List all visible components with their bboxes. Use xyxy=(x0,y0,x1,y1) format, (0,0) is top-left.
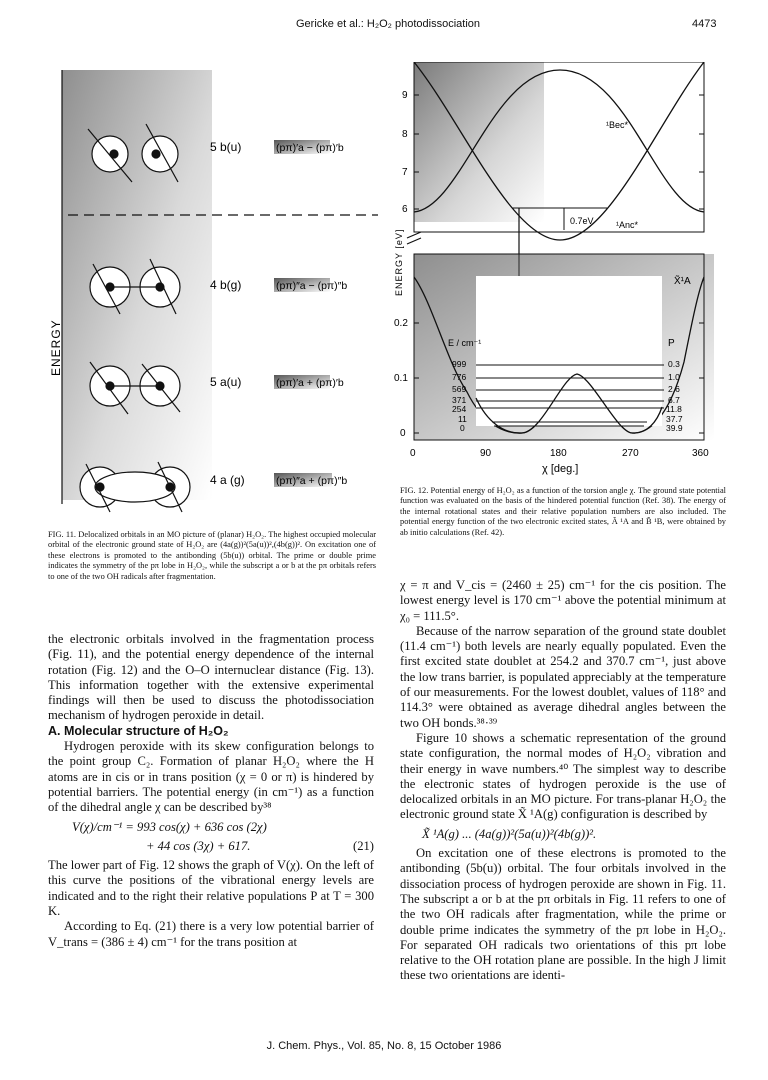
tick-label: 180 xyxy=(550,448,567,459)
level-label: 569 xyxy=(452,384,467,394)
paragraph: According to Eq. (21) there is a very low potential barrier of V_trans = (386 ± 4) cm⁻¹ for the trans position at xyxy=(48,919,374,949)
x-ticks xyxy=(410,448,709,459)
paragraph: Hydrogen peroxide with its skew configuration belongs to the point group C₂. Formation of planar H₂O₂ where the H atoms are in cis or in trans position (χ = 0 or π) is hindered by potential barriers. The potential energy (in cm⁻¹) as a function of the dihedral angle χ can be described by³⁸ xyxy=(48,739,374,815)
population-value: 2.6 xyxy=(668,384,680,394)
orbital-formula: (pπ)″a + (pπ)″b xyxy=(276,475,348,487)
level-label: 371 xyxy=(452,395,467,405)
upper-y-ticks xyxy=(402,90,408,215)
population-label: P xyxy=(668,338,675,349)
tick-label: 9 xyxy=(402,90,408,101)
population-value: 11.8 xyxy=(666,404,682,414)
tick-label: 0.2 xyxy=(394,318,408,329)
running-title: Gericke et al.: H₂O₂ photodissociation xyxy=(296,18,481,30)
population-value: 0.3 xyxy=(668,359,680,369)
orbital-name: 4 b(g) xyxy=(210,278,242,292)
orbital-formula: (pπ)′a + (pπ)′b xyxy=(276,377,344,389)
population-value: 37.7 xyxy=(666,414,683,424)
section-heading: A. Molecular structure of H₂O₂ xyxy=(48,723,229,738)
energy-unit-label: E / cm⁻¹ xyxy=(448,338,482,348)
tick-label: 90 xyxy=(480,448,492,459)
tick-label: 360 xyxy=(692,448,709,459)
tick-label: 0 xyxy=(410,448,416,459)
axis-break-mark xyxy=(407,232,421,244)
population-value: 1.0 xyxy=(668,372,680,382)
equation-line: V(χ)/cm⁻¹ = 993 cos(χ) + 636 cos (2χ) xyxy=(72,819,267,834)
orbital-formula: (pπ)″a − (pπ)″b xyxy=(276,280,348,292)
level-label: 11 xyxy=(458,414,467,424)
level-label: 0 xyxy=(460,423,465,433)
level-label: 776 xyxy=(452,372,467,382)
page-number: 4473 xyxy=(692,18,717,30)
equation-row xyxy=(48,839,374,854)
population-value: 39.9 xyxy=(666,423,683,433)
x-axis-label: χ [deg.] xyxy=(542,463,579,475)
paragraph: the electronic orbitals involved in the fragmentation process (Fig. 11), and the potential energy dependence of the internal rotation (Fig. 12) and the O–O internuclear distance (Fig. 13). This information together with the extensive experimental findings will then be used to discuss the photodissociation mechanism of hydrogen peroxide in detail. xyxy=(48,632,374,723)
paragraph: χ = π and V_cis = (2460 ± 25) cm⁻¹ for the cis position. The lowest energy level is 170 cm⁻¹ above the potential minimum at χ₀ = 111.5°. xyxy=(400,578,726,623)
population-value: 6.7 xyxy=(668,395,680,405)
tick-label: 6 xyxy=(402,204,408,215)
tick-label: 8 xyxy=(402,129,408,140)
y-axis-label: ENERGY [eV] xyxy=(394,228,404,296)
paragraph: Figure 10 shows a schematic representation of the ground state configuration, the normal modes of H₂O₂ vibration and their energy in wave numbers.⁴⁰ The simplest way to describe the electronic states of hydrogen peroxide is the use of delocalized orbitals in an MO picture. For trans-planar H₂O₂ the electronic ground state X̃ ¹A(g) configuration is described by xyxy=(400,730,726,822)
figure-12-caption: FIG. 12. Potential energy of H₂O₂ as a function of the torsion angle χ. The ground state potential function was evaluated on the basis of the hindered potential function (Ref. 38). The energy of the internal rotational states and their relative population numbers are also included. The potential energy function of the two electronic excited states, Ã ¹A and B̃ ¹B, were obtained by ab initio calculations (Ref. 42). xyxy=(400,486,726,537)
journal-footer: J. Chem. Phys., Vol. 85, No. 8, 15 October 1986 xyxy=(266,1040,502,1052)
tick-label: 270 xyxy=(622,448,639,459)
orbital-formula: (pπ)′a − (pπ)′b xyxy=(276,142,344,154)
orbital-name: 4 a (g) xyxy=(210,473,245,487)
orbital-name: 5 b(u) xyxy=(210,140,242,154)
tick-label: 0 xyxy=(400,428,406,439)
paragraph: On excitation one of these electrons is promoted to the antibonding (5b(u)) orbital. The four orbitals involved in the dissociation process of hydrogen peroxide are shown in Fig. 11. The subscript a or b at the pπ orbitals in Fig. 11 refers to one of the two OH radicals after fragmentation, while the prime or double prime indicates the symmetry of the pπ lobe in H₂O₂. For separated OH radicals two orientations of this pπ lobe relative to the OH rotation plane are possible. In the high J limit these two orientations are identi- xyxy=(400,846,726,983)
lower-y-ticks xyxy=(394,318,408,439)
left-column xyxy=(48,632,374,950)
level-label: 254 xyxy=(452,404,467,414)
figure-11 xyxy=(48,64,388,524)
figure-11-caption: FIG. 11. Delocalized orbitals in an MO picture of (planar) H₂O₂. The highest occupied molecular orbital of the electronic ground state of H₂O₂ are (4a(g))²(5a(u))²,(4b(g))². On excitation one of these electrons is promoted to the antibonding (5b(u)) orbital. The prime or double prime indicates the symmetry of the pπ lobe in H₂O₂, while the subscript a or b at the pπ orbitals refers to one of the two OH radicals after fragmentation. xyxy=(48,530,376,581)
upper-panel-shade xyxy=(414,62,544,222)
levels-box-bg xyxy=(476,276,662,426)
state-b-label: ¹Bec* xyxy=(606,120,629,130)
equation-line: + 44 cos (3χ) + 617. xyxy=(146,838,251,853)
right-column xyxy=(400,578,726,984)
tick-label: 7 xyxy=(402,167,408,178)
paragraph: The lower part of Fig. 12 shows the graph of V(χ). On the left of this curve the positions of the vibrational energy levels are indicated and to the right their relative populations P at T = 300 K. xyxy=(48,858,374,919)
configuration-line: X̃ ¹A(g) ... (4a(g))²(5a(u))²(4b(g))². xyxy=(422,826,597,841)
gap-label: 0.7eV xyxy=(570,216,594,226)
ground-state-label: X̃¹A xyxy=(674,276,691,287)
figure-12 xyxy=(392,62,728,480)
level-label: 999 xyxy=(452,359,467,369)
equation-number: (21) xyxy=(353,838,374,853)
paragraph: Because of the narrow separation of the ground state doublet (11.4 cm⁻¹) both levels are nearly equally populated. Even the first excited state doublet at 254.2 and 370.7 cm⁻¹, just above the low trans barrier, is populated appreciably at the temperature of our measurements. For the lowest doublet, values of 118° and 114.3° were obtained as average dihedral angles between the two OH bonds.³⁸·³⁹ xyxy=(400,623,726,730)
energy-axis-shade xyxy=(62,70,212,500)
state-a-label: ¹Anc* xyxy=(616,220,639,230)
tick-label: 0.1 xyxy=(394,373,408,384)
energy-axis-label: ENERGY xyxy=(49,319,63,376)
orbital-name: 5 a(u) xyxy=(210,375,242,389)
